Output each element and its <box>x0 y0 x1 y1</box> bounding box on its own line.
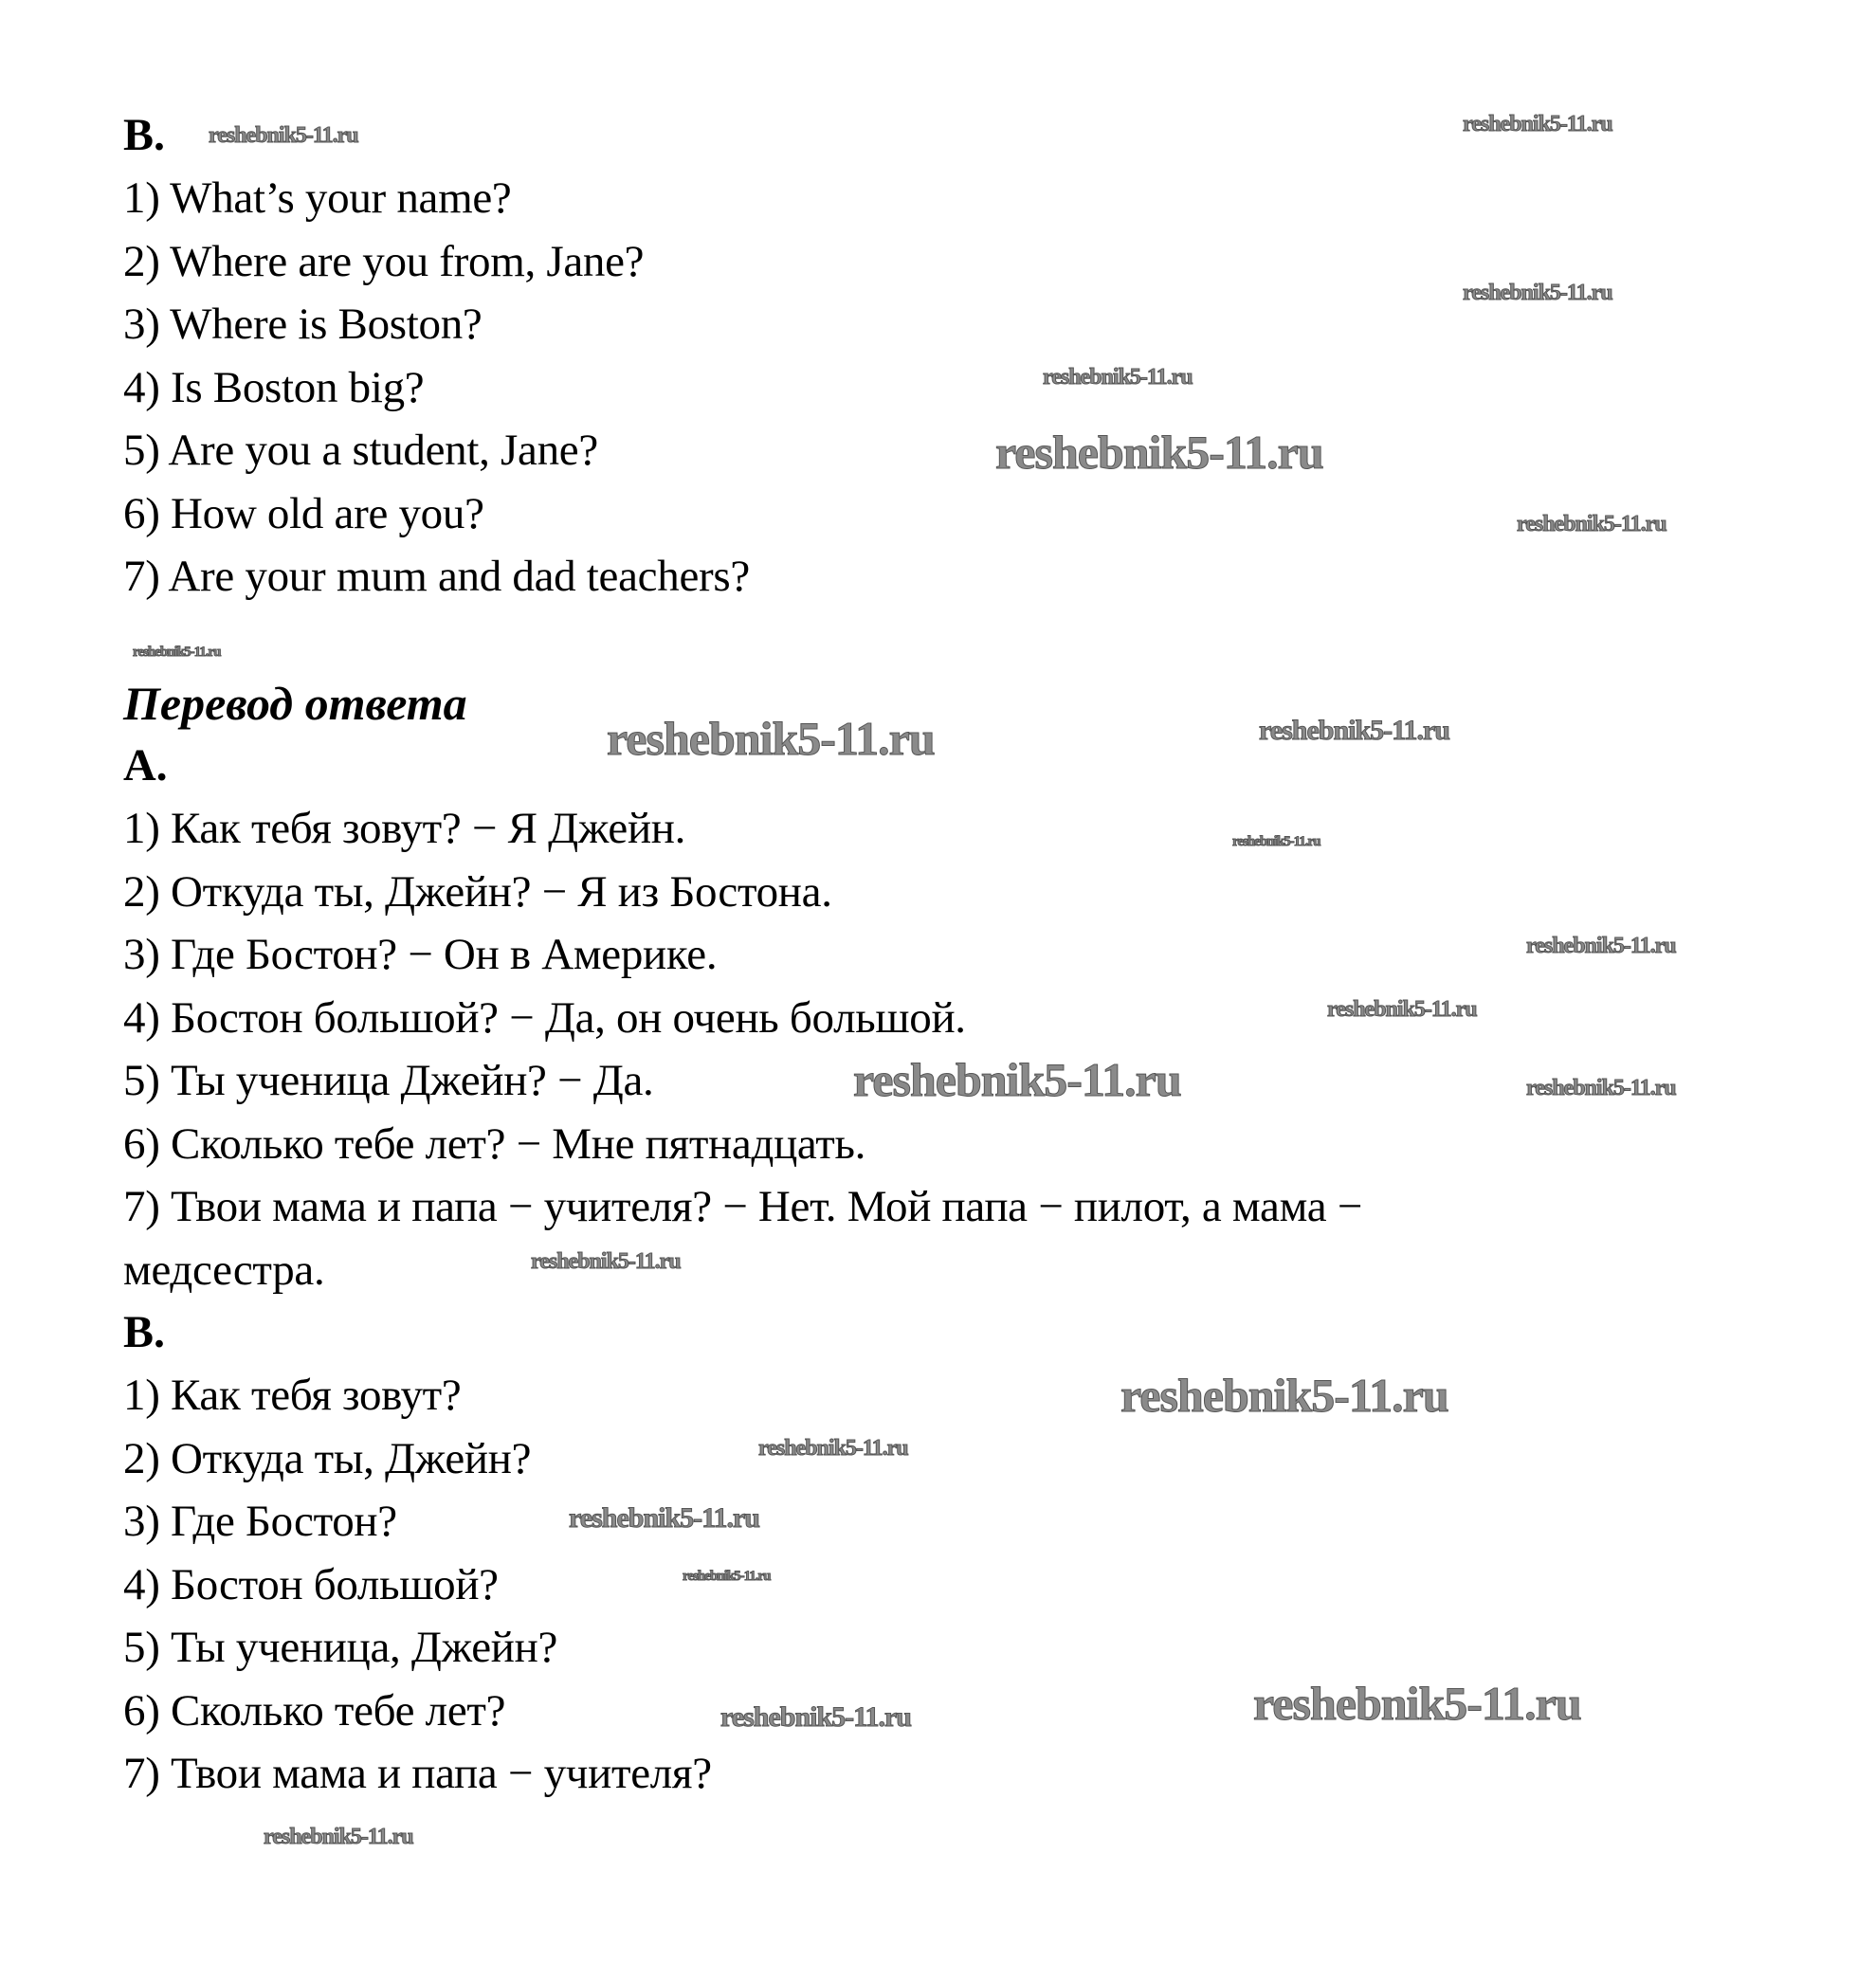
watermark: reshebnik5-11.ru <box>264 1825 413 1849</box>
section-heading: B. <box>123 1307 166 1357</box>
watermark: reshebnik5-11.ru <box>1517 512 1667 536</box>
watermark: reshebnik5-11.ru <box>1120 1369 1448 1422</box>
watermark: reshebnik5-11.ru <box>1463 281 1612 305</box>
watermark: reshebnik5-11.ru <box>995 426 1323 479</box>
watermark: reshebnik5-11.ru <box>1043 365 1193 390</box>
watermark: reshebnik5-11.ru <box>853 1053 1181 1106</box>
list-item: 4) Is Boston big? <box>123 362 425 412</box>
section-heading: B. <box>123 110 166 160</box>
watermark: reshebnik5-11.ru <box>1526 1076 1676 1100</box>
watermark: reshebnik5-11.ru <box>1253 1677 1581 1730</box>
section-b-english <box>123 104 750 609</box>
list-item: 5) Are you a student, Jane? <box>123 426 598 475</box>
watermark: reshebnik5-11.ru <box>1259 715 1449 746</box>
list-item-continuation: медсестра. <box>123 1245 325 1295</box>
list-item: 1) Как тебя зовут? − Я Джейн. <box>123 804 686 853</box>
watermark: reshebnik5-11.ru <box>1463 112 1612 136</box>
list-item: 2) Where are you from, Jane? <box>123 236 645 286</box>
watermark: reshebnik5-11.ru <box>758 1436 908 1461</box>
list-item: 1) Как тебя зовут? <box>123 1371 462 1420</box>
list-item: 7) Твои мама и папа − учителя? − Нет. Мой папа − пилот, а мама − <box>123 1182 1362 1231</box>
list-item: 7) Твои мама и папа − учителя? <box>123 1749 712 1798</box>
list-item: 2) Откуда ты, Джейн? − Я из Бостона. <box>123 866 832 917</box>
list-item: 7) Are your mum and dad teachers? <box>123 552 750 601</box>
list-item: 2) Откуда ты, Джейн? <box>123 1433 532 1483</box>
list-item: 1) What’s your name? <box>123 173 512 223</box>
list-item: 4) Бостон большой? − Да, он очень большой. <box>123 992 966 1043</box>
list-item: 5) Ты ученица, Джейн? <box>123 1623 558 1672</box>
list-item: 3) Где Бостон? − Он в Америке. <box>123 930 718 979</box>
watermark: reshebnik5-11.ru <box>720 1701 911 1733</box>
list-item: 6) How old are you? <box>123 488 484 538</box>
watermark: reshebnik5-11.ru <box>569 1502 759 1534</box>
watermark: reshebnik5-11.ru <box>1327 997 1477 1022</box>
watermark: reshebnik5-11.ru <box>133 645 221 660</box>
list-item: 3) Где Бостон? <box>123 1497 397 1546</box>
watermark: reshebnik5-11.ru <box>683 1569 771 1584</box>
list-item: 5) Ты ученица Джейн? − Да. <box>123 1056 654 1105</box>
section-heading: A. <box>123 740 168 791</box>
watermark: reshebnik5-11.ru <box>209 123 358 148</box>
list-item: 6) Сколько тебе лет? − Мне пятнадцать. <box>123 1118 866 1169</box>
list-item: 6) Сколько тебе лет? <box>123 1685 506 1736</box>
translation-section <box>123 672 1362 1806</box>
translation-title: Перевод ответа <box>123 677 467 730</box>
watermark: reshebnik5-11.ru <box>1526 934 1676 958</box>
watermark: reshebnik5-11.ru <box>531 1249 681 1274</box>
list-item: 3) Where is Boston? <box>123 300 483 349</box>
watermark: reshebnik5-11.ru <box>607 712 935 765</box>
list-item: 4) Бостон большой? <box>123 1559 499 1609</box>
watermark: reshebnik5-11.ru <box>1232 834 1320 849</box>
